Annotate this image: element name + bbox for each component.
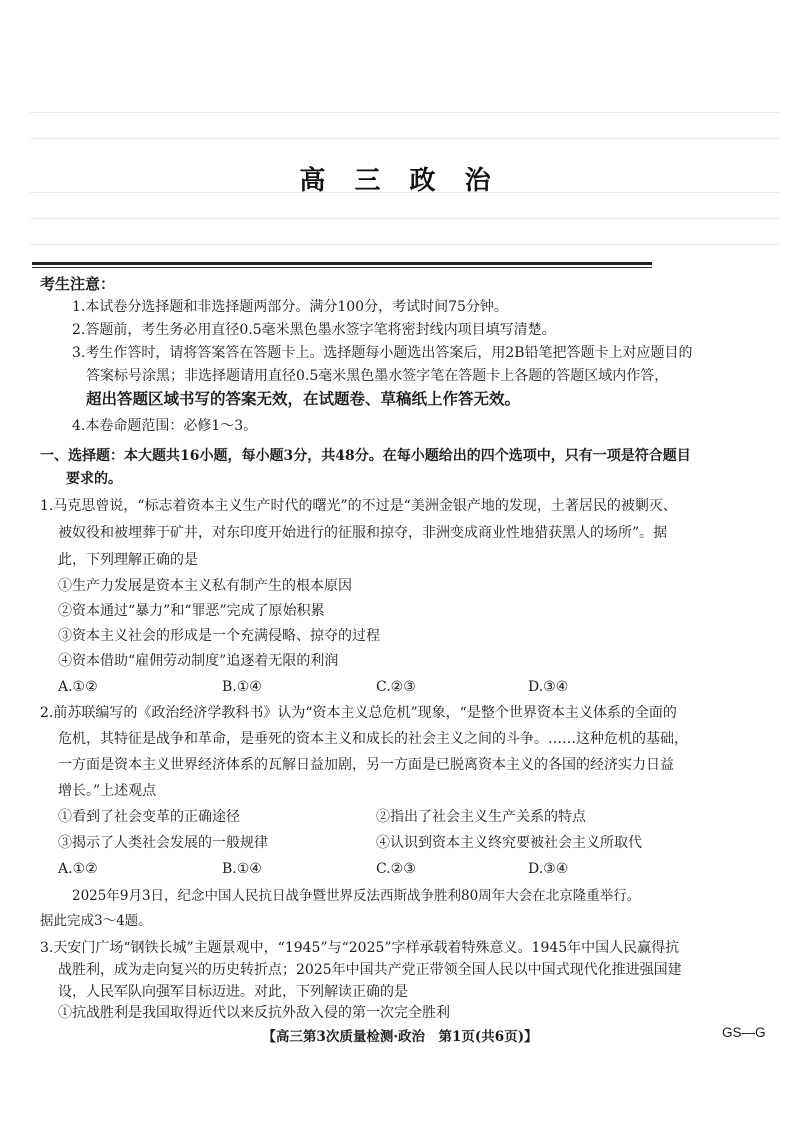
question-3-stem: 战胜利，成为走向复兴的历史转折点；2025年中国共产党正带领全国人民以中国式现代化推进强国建 bbox=[58, 962, 682, 978]
question-1-option-d[interactable]: D.③④ bbox=[528, 679, 569, 695]
bleed-through-line bbox=[30, 112, 780, 113]
question-1-option-b[interactable]: B.①④ bbox=[222, 679, 262, 695]
notice-item: 3.考生作答时，请将答案答在答题卡上。选择题每小题选出答案后，用2B铅笔把答题卡上对应题目的 bbox=[72, 345, 693, 361]
header-rule-thin bbox=[32, 267, 652, 268]
question-1-stem: 此，下列理解正确的是 bbox=[58, 552, 198, 568]
question-2-option-a[interactable]: A.①② bbox=[58, 861, 98, 877]
question-2-stem: 危机，其特征是战争和革命，是垂死的资本主义和成长的社会主义之间的斗争。……这种危机的基础， bbox=[58, 731, 688, 747]
exam-code: GS—G bbox=[722, 1025, 766, 1040]
question-1-option-c[interactable]: C.②③ bbox=[376, 679, 416, 695]
notice-item: 答案标号涂黑；非选择题请用直径0.5毫米黑色墨水签字笔在答题卡上各题的答题区域内作答， bbox=[86, 368, 669, 384]
bleed-through-line bbox=[30, 244, 780, 245]
question-1-statement: ③资本主义社会的形成是一个充满侵略、掠夺的过程 bbox=[58, 628, 380, 644]
question-1-option-a[interactable]: A.①② bbox=[58, 679, 98, 695]
bleed-through-line bbox=[30, 218, 780, 219]
notice-item-emphasis: 超出答题区域书写的答案无效，在试题卷、草稿纸上作答无效。 bbox=[86, 389, 521, 408]
section-heading: 一、选择题：本大题共16小题，每小题3分，共48分。在每小题给出的四个选项中，只有一项是符合题目 bbox=[40, 448, 691, 464]
question-2-statement: ④认识到资本主义终究要被社会主义所取代 bbox=[376, 835, 642, 851]
question-3-stem: 设，人民军队向强军目标迈进。对此，下列解读正确的是 bbox=[58, 984, 408, 1000]
question-2-stem: 一方面是资本主义世界经济体系的瓦解日益加剧，另一方面是已脱离资本主义的各国的经济实力日益 bbox=[58, 757, 674, 773]
question-2-stem: 增长。”上述观点 bbox=[58, 783, 157, 799]
bleed-through-line bbox=[30, 138, 780, 139]
notice-item: 2.答题前，考生务必用直径0.5毫米黑色墨水签字笔将密封线内项目填写清楚。 bbox=[72, 322, 556, 338]
question-1-statement: ②资本通过“暴力”和“罪恶”完成了原始积累 bbox=[58, 603, 325, 619]
question-1-stem: 1.马克思曾说，“标志着资本主义生产时代的曙光”的不过是“美洲金银产地的发现，土著居民的被剿灭、 bbox=[40, 498, 677, 514]
question-2-statement: ①看到了社会变革的正确途径 bbox=[58, 809, 240, 825]
context-paragraph: 2025年9月3日，纪念中国人民抗日战争暨世界反法西斯战争胜利80周年大会在北京隆重举行。 bbox=[72, 888, 641, 904]
context-paragraph: 据此完成3～4题。 bbox=[40, 913, 152, 929]
question-2-statement: ②指出了社会主义生产关系的特点 bbox=[376, 809, 586, 825]
question-2-option-b[interactable]: B.①④ bbox=[222, 861, 262, 877]
question-2-option-d[interactable]: D.③④ bbox=[528, 861, 569, 877]
question-1-statement: ④资本借助“雇佣劳动制度”追逐着无限的利润 bbox=[58, 653, 339, 669]
question-3-stem: 3.天安门广场“钢铁长城”主题景观中，“1945”与“2025”字样承载着特殊意义。1945年中国人民赢得抗 bbox=[40, 940, 680, 956]
header-rule bbox=[32, 262, 652, 265]
notice-heading: 考生注意： bbox=[40, 275, 116, 293]
question-1-stem: 被奴役和被埋葬于矿井，对东印度开始进行的征服和掠夺，非洲变成商业性地猎获黑人的场所”。据 bbox=[58, 525, 668, 541]
page-footer: 【高三第3次质量检测·政治 第1页(共6页)】 bbox=[262, 1029, 538, 1045]
question-1-statement: ①生产力发展是资本主义私有制产生的根本原因 bbox=[58, 578, 352, 594]
page-title: 高 三 政 治 bbox=[299, 166, 501, 196]
question-2-stem: 2.前苏联编写的《政治经济学教科书》认为“资本主义总危机”现象，“是整个世界资本主义体系的全面的 bbox=[40, 705, 677, 721]
question-2-statement: ③揭示了人类社会发展的一般规律 bbox=[58, 835, 268, 851]
notice-item: 1.本试卷分选择题和非选择题两部分。满分100分，考试时间75分钟。 bbox=[72, 299, 508, 315]
notice-item: 4.本卷命题范围：必修1～3。 bbox=[72, 418, 258, 434]
question-2-option-c[interactable]: C.②③ bbox=[376, 861, 416, 877]
section-heading-cont: 要求的。 bbox=[66, 471, 122, 487]
question-3-statement: ①抗战胜利是我国取得近代以来反抗外敌入侵的第一次完全胜利 bbox=[58, 1005, 450, 1021]
